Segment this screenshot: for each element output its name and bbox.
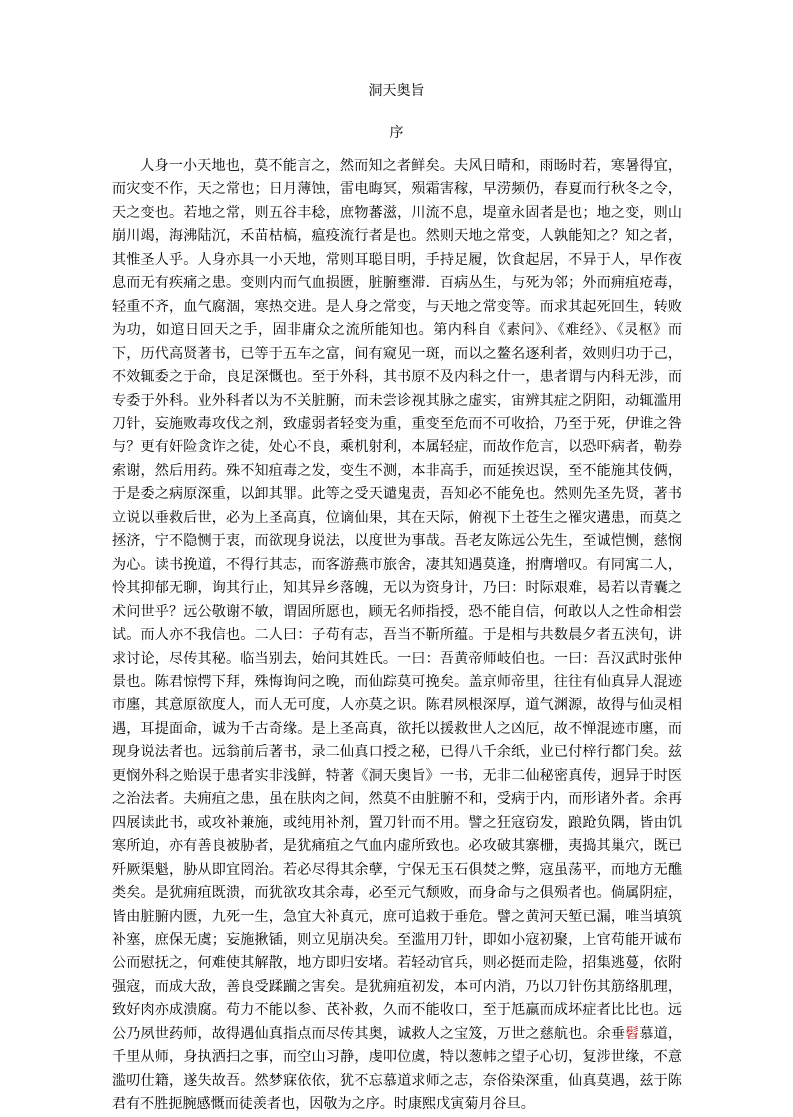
preface-heading: 序 [389, 125, 404, 141]
preface-body-part-1: 人身一小天地也，莫不能言之，然而知之者鲜矣。夫风日晴和，雨旸时若，寒暑得宜，而灾变不作，天之常也；日月薄蚀，雷电晦冥，殒霜害稼，早涝频仍，春夏而行秋冬之令，天之变也。若地之常，则五谷丰稔，庶物蕃滋，川流不息，堤童永固者是也；地之变，则山崩川竭，海沸陆沉，禾苗枯槁，瘟疫流行者是也。然则天地之常变，人孰能知之？知之者，其惟圣人乎。人身亦具一小天地，常则耳聪目明，手持足履，饮食起居，不异于人，早作夜息而无有疾痛之患。变则内而气血损匮，脏腑壅滞．百病丛生，与死为邻；外而痈疽疮毒，轻重不齐，血气腐涸，寒热交进。是人身之常变，与天地之常变等。而求其起死回生，转败为功，如逭日回天之手，固非庸众之流所能知也。第内科自《素问》、《难经》、《灵枢》而下，历代高贤著书，已等于五车之富，间有窥见一斑，而以之鳌名逐利者，效则归功于己，不效辄委之于命，良足深慨也。至于外科，其书原不及内科之什一，患者谓与内科无涉，而专委于外科。业外科者以为不关脏腑，而未尝诊视其脉之虚实，宙辨其症之阴阳，动辄滥用刀针，妄施败毒攻伐之剂，致虚弱者轻变为重，重变至危而不可收拾，乃至于死，伊谁之咎与？更有奸险贪诈之徒，处心不良，乘机射利，本属轻症，而故作危言，以恐吓病者，勒券索谢，然后用药。殊不知疽毒之发，变生不测，本非高手，而延挨迟误，至不能施其伎俩，于是委之病原深重，以卸其罪。此等之受天谴鬼责，吾知必不能免也。然则先圣先贤，著书立说以垂救后世，必为上圣高真，位谪仙果，其在天际，俯视下土苍生之罹灾遘患，而莫之拯济，宁不隐恻于衷，而欲现身说法，以度世为事哉。吾老友陈远公先生，至诚恺恻，慈悯为心。读书挽道，不得行其志，而客游燕市旅舍，凄其知遇莫逢，拊膺增叹。有同寓二人，怜其抑郁无聊，询其行止，知其异乡落魄，无以为资身计，乃曰：时际艰难，曷若以青囊之术问世乎？远公敬谢不敏，谓固所愿也，顾无名师指授，恐不能自信，何敢以人之性命相尝试。而人亦不我信也。二人曰：子苟有志，吾当不靳所蕴。于是相与共数晨夕者五浃旬，讲求讨论，尽传其秘。临当别去，始问其姓氏。一曰：吾黄帝师岐伯也。一曰：吾汉武时张仲景也。陈君惊愕下拜，殊悔询问之晚，而仙踪莫可挽矣。盖京师帝里，往往有仙真异人混迹市廛，其意原欲度人，而人无可度，人亦莫之识。陈君夙根深厚，道气渊源，故得与仙灵相遇，耳提面命，诚为千古奇缘。是上圣高真，欲托以援救世人之凶厄，故不惮混迹市廛，而现身说法者也。远翁前后著书，录二仙真口授之秘，已得八千余纸，业已付梓行都门矣。兹更悯外科之贻误于患者实非浅鲜，特著《洞天奥旨》一书，无非二仙秘密真传，迥异于时医之治法者。夫痈疽之患，虽在肤肉之间，然莫不由脏腑不和，受病于内，而形诸外者。余再四展读此书，或攻补兼施，或纯用补剂，置刀针而不用。譬之狂寇窃发，踉跄负隅，皆由饥寒所迫，亦有善良被胁者，是犹痛疽之气血内虚所致也。必攻破其寨栅，夷捣其巢穴，既已歼厥渠魁，胁从即宜罔治。若必尽得其余孽，宁保无玉石俱焚之弊，寇虽荡平，而地方无醮类矣。是犹痈疽既溃，而犹欲攻其余毒，必至元气颓败，而身命与之俱殒者也。倘属阴症，皆由脏腑内匮，九死一生，急宜大补真元，庶可追救于垂危。譬之黄河天堑已漏，唯当填筑补塞，庶保无虞；妄施揪锸，则立见崩决矣。至滥用刀针，即如小寇初聚，上官苟能开诚布公而慰抚之，何难使其解散，地方即归安堵。若轻动官兵，则必挺而走险，招集逃蔓，依附强寇，而成大敌，善良受蹂躏之害矣。是犹痈疽初发，本可内消，乃以刀针伤其筋络肌理，致好肉亦成溃腐。苟力不能以参、芪补救，久而不能收口，至于尪羸而成坏症者比比也。远公乃夙世药师，故得遇仙真指点而尽传其奥，诚救人之宝笈，万世之慈航也。余垂 [112, 158, 682, 1042]
preface-body-part-2: 慕道，千里从师，身执洒扫之事，而空山习静，虔叩位虞，特以葱帏之望子心切，复涉世缘，不意滥叨仕籍，遂失故吾。然梦寐依依，犹不忘慕道求师之志，奈俗染深重，仙真莫遇，兹于陈君有不胜扼腕感慨而徒羡者也，因敬为之序。时康熙戊寅菊月谷旦。 [112, 1025, 683, 1113]
preface-body [112, 155, 682, 1117]
highlighted-character: 髫 [625, 1025, 640, 1042]
document-title: 洞天奥旨 [368, 83, 425, 99]
